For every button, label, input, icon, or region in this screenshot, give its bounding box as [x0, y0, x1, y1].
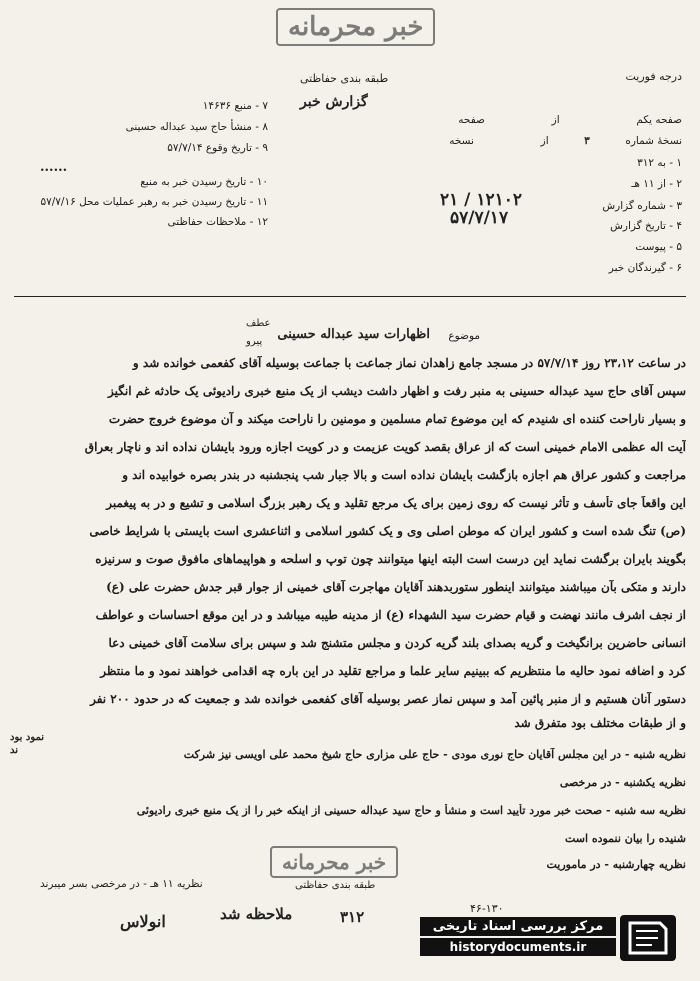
field-source: ۷ - منبع ۱۴۶۳۶ [202, 100, 268, 112]
copy-word: نسخه [449, 135, 474, 147]
subject-label: موضوع [448, 330, 480, 342]
copy-value: ۳ [584, 135, 590, 147]
subject-value: اظهارات سید عبداله حسینی [277, 327, 430, 342]
body-line: آیت اله عظمی الامام خمینی است که از عراق بقصد کویت عزیمت و در کویت اجازه ورود بایشان نداده اند و ناچار بعراق [84, 440, 686, 454]
opinion-line: نظریه سه شنبه - صحت خبر مورد تأیید است و منشأ و حاج سید عبداله حسینی از اینکه خبر را از یک منبع خبری رادیوئی [136, 804, 686, 817]
watermark-url: historydocuments.ir [420, 938, 616, 956]
field-attachment: ۵ - پیوست [635, 241, 682, 253]
body-line: انسانی حاضرین برانگیخت و گریه بصدای بلند گریه کردن و مجلس متشنج شد و سپس برای سلامت آقای خمینی دعا [108, 636, 686, 650]
margin-note-nad: ند [10, 745, 19, 756]
body-line: کرد و اضافه نمود حالیه ما منتظریم که ببینیم سایر علما و مراجع تقلید در این باره چه اقدامی خواهند نمود و ما منتظر [100, 664, 686, 678]
body-line: سپس آقای حاج سید عبداله حسینی به منبر رفت و اظهار داشت دیشب از یک منبع خبری رادیوئی یک حادثه غم انگیز [108, 384, 686, 398]
opinion-line: نظریه شنبه - در این مجلس آقایان حاج نوری مودی - حاج علی مزاری حاج شیخ محمد علی اویسی نیز شرکت [183, 748, 686, 761]
watermark-title: مرکز بررسی اسناد تاریخی [420, 917, 616, 936]
field-occurrence-date: ۹ - تاریخ وقوع ۵۷/۷/۱۴ [167, 142, 268, 154]
footer-code: ۳۱۲ [340, 908, 365, 926]
page-number-field [458, 114, 682, 126]
signature-name: انولاس [120, 912, 166, 931]
field-to: ۱ - به ۳۱۲ [637, 157, 682, 169]
field-report-number: ۳ - شماره گزارش [602, 200, 682, 212]
confidential-stamp-top: خبر محرمانه [276, 8, 435, 46]
body-line: و بسیار ناراحت کننده ای شنیدم که این موضوع تمام مسلمین و مومنین را ناراحت میکند و آن موضوع خروج حضرت [108, 412, 686, 426]
field-from: ۲ - از ۱۱ هـ [631, 178, 682, 190]
field-security-notes: ۱۲ - ملاحظات حفاظتی [167, 216, 268, 228]
signature-reviewed: ملاحظه شد [220, 905, 293, 923]
copy-number-field [449, 135, 682, 147]
body-line: از نجف اشرف مانند نهضت و قیام حضرت سید الشهداء (ع) از مدینه طیبه میباشد و در این موقع احساسات و عواطف [95, 608, 686, 622]
body-line: بگویند بایران برگشت نماید این درست است البته اینها میتوانند چون توپ و اسلحه و هواپیماهای مافوق صوت و سرنیزه [95, 552, 686, 566]
opinion-line: نظریه چهارشنبه - در ماموریت [546, 858, 686, 871]
copy-label: نسخهٔ شماره [625, 135, 682, 147]
opinion-line: نظریه یکشنبه - در مرخصی [559, 776, 686, 789]
footer-classification: طبقه بندی حفاظتی [295, 880, 376, 891]
page-label: صفحه یکم [636, 114, 682, 126]
occurrence-extra: ...... [40, 160, 68, 175]
margin-note: نمود بود [10, 732, 45, 743]
body-line: (ص) تنگ شده است و کشور ایران که موطن اصلی وی و یک کشور اسلامی و اثناعشری است بایستی با شرایط خاصی [89, 524, 686, 538]
atf-label: عطف [246, 318, 271, 329]
header-divider [14, 296, 686, 297]
report-title: گزارش خبر [300, 94, 368, 110]
copy-of: از [540, 135, 549, 147]
body-line: در ساعت ۲۳،۱۲ روز ۵۷/۷/۱۴ در مسجد جامع زاهدان نماز جماعت با جماعت بوسیله آقای کفعمی خوانده شد و [132, 356, 686, 370]
archive-logo-icon [620, 915, 676, 961]
urgency-label: درجه فوریت [625, 70, 682, 83]
opinion-line: شنیده را بیان ننموده است [564, 832, 686, 845]
page-word: صفحه [458, 114, 485, 126]
body-line: مراجعت و کشور عراق هم اجازه بازگشت بایشان نداده است و بالا جبار شب پنجشنبه در بندر بصره خوابیده اند و [122, 468, 686, 482]
body-line: این واقعاً جای تأسف و تأثر نیست که روی زمین برای یک مرجع تقلید و یک رهبر بزرگ اسلامی و تشیع و در به پیغمبر [106, 496, 686, 510]
body-line: و از طبقات مختلف بود متفرق شد [514, 716, 686, 730]
report-date-value: ۵۷/۷/۱۷ [450, 208, 509, 228]
field-origin: ۸ - منشأ حاج سید عبداله حسینی [125, 121, 268, 133]
confidential-stamp-bottom: خبر محرمانه [270, 846, 398, 878]
peyro-label: پیرو [246, 336, 263, 347]
footer-ref: ۴۶-۱۳۰ [470, 902, 504, 915]
page-of: از [551, 114, 560, 126]
field-recipients: ۶ - گیرندگان خبر [608, 262, 682, 274]
classification-label: طبقه بندی حفاظتی [300, 72, 389, 85]
report-number-value: ۱۲۱۰۲ / ۲۱ [440, 190, 522, 210]
body-line: دارند و متکی بآن میباشند میتوانند اینطور ستوربدهند آقایان مهاجرت آقای خمینی از جوار قبر جدش حضرت علی (ع) [106, 580, 686, 594]
field-report-date: ۴ - تاریخ گزارش [610, 220, 682, 232]
body-line: دستور آنان هستیم و از منبر پائین آمد و سپس نماز عصر بوسیله آقای کفعمی خوانده شد و جمعیت که در حدود ۲۰۰ نفر [90, 692, 686, 706]
field-operation-received: ۱۱ - تاریخ رسیدن خبر به رهبر عملیات محل ۵۷/۷/۱۶ [40, 196, 268, 208]
footer-note: نظریه ۱۱ هـ - در مرخصی بسر میبرند [40, 878, 203, 890]
field-source-received: ۱۰ - تاریخ رسیدن خبر به منبع [140, 176, 268, 188]
